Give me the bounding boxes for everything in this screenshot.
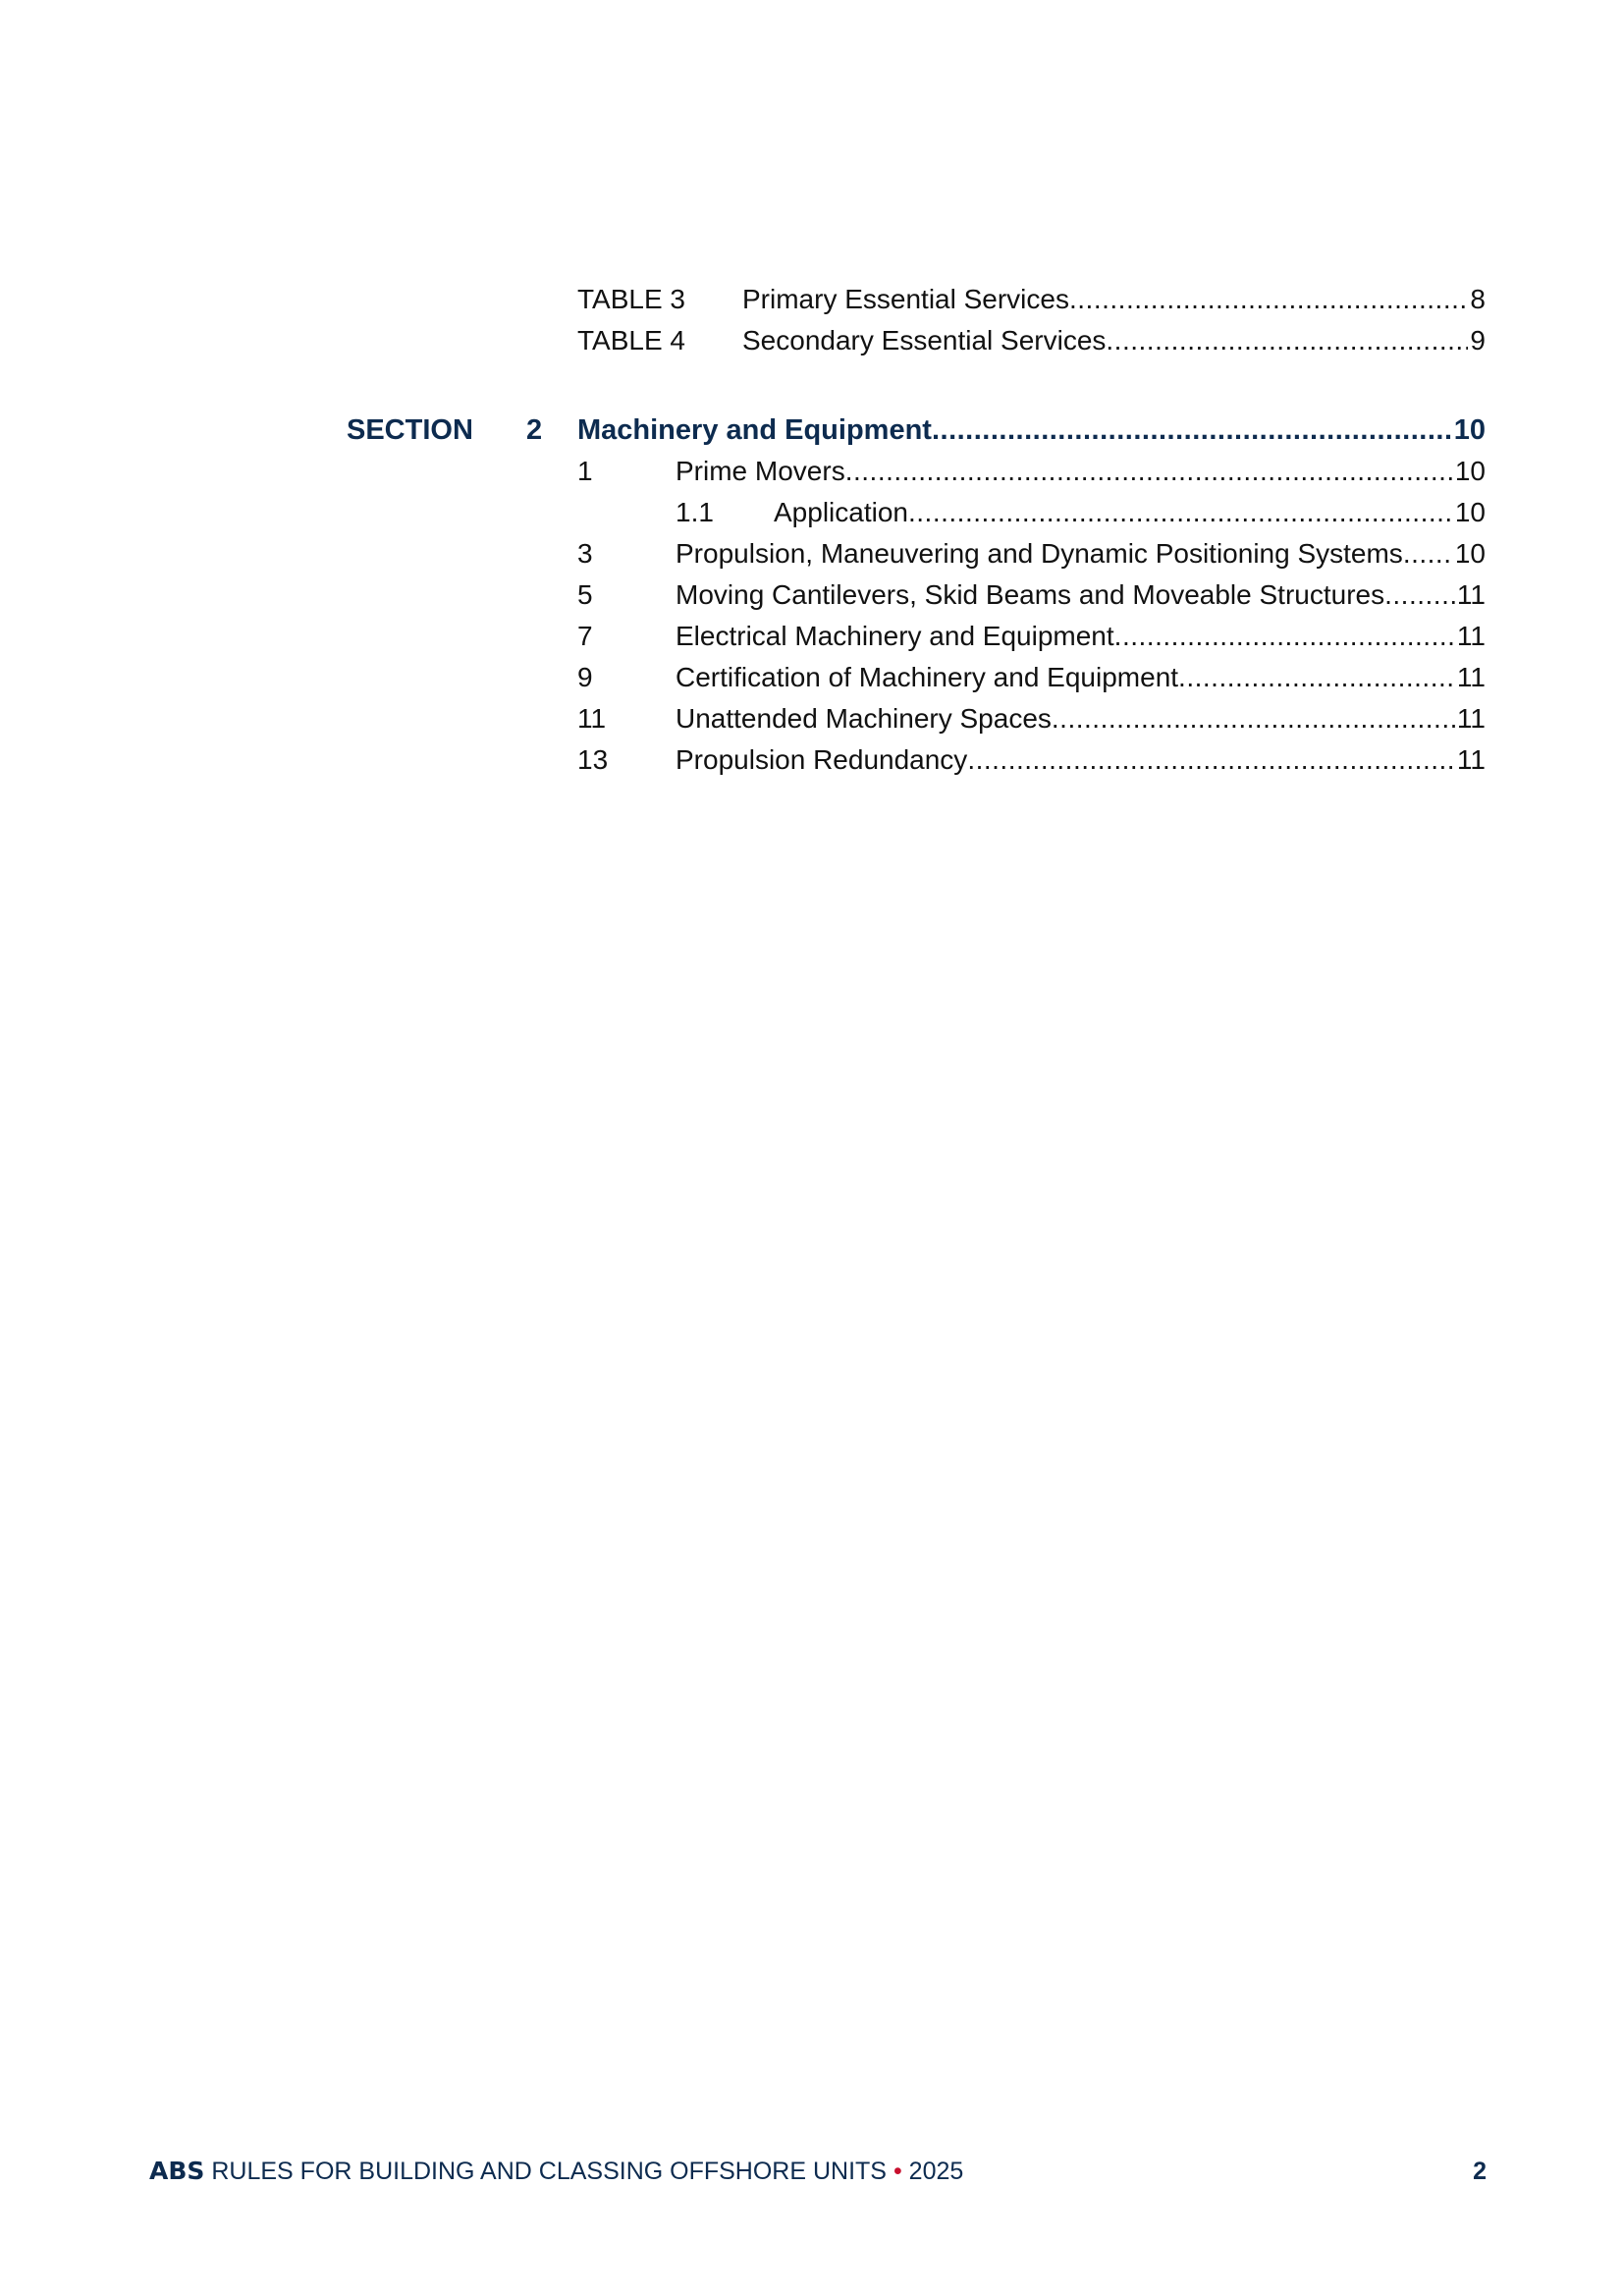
toc-entry-number: 1.1 (676, 497, 714, 527)
toc-entry-title: Propulsion Redundancy (676, 744, 968, 775)
section-title: Machinery and Equipment (577, 414, 932, 446)
footer-title: RULES FOR BUILDING AND CLASSING OFFSHORE UNITS (211, 2158, 887, 2185)
section-label: SECTION (347, 414, 473, 446)
dot-leader (1403, 534, 1453, 574)
toc-page-number: 10 (1454, 497, 1486, 527)
toc-entry[interactable] (676, 699, 1486, 738)
toc-entry-number: 7 (577, 621, 593, 651)
toc-subentry[interactable] (774, 493, 1486, 532)
section-number: 2 (526, 414, 543, 446)
toc-entry-number: 11 (577, 703, 607, 734)
toc-page-number: 11 (1456, 579, 1486, 610)
toc-entry-number: 3 (577, 538, 593, 569)
toc-table-label: TABLE 3 (577, 284, 685, 314)
toc-entry-number: 1 (577, 456, 593, 486)
toc-entry-number: 5 (577, 579, 593, 610)
toc-entry-title: Primary Essential Services (742, 284, 1069, 314)
dot-leader (845, 452, 1453, 491)
toc-entry-title: Unattended Machinery Spaces (676, 703, 1052, 734)
dot-leader (967, 740, 1455, 780)
toc-entry-number: 9 (577, 662, 593, 692)
page-number: 2 (1473, 2158, 1487, 2185)
toc-entry-title: Electrical Machinery and Equipment (676, 621, 1114, 651)
dot-leader (1106, 321, 1468, 360)
toc-entry[interactable] (676, 617, 1486, 656)
toc-entry-title: Prime Movers (676, 456, 845, 486)
toc-page-number: 11 (1456, 703, 1486, 734)
dot-leader (932, 410, 1452, 450)
toc-page-number: 10 (1453, 414, 1486, 446)
toc-entry[interactable] (676, 534, 1486, 574)
toc-entry-title: Secondary Essential Services (742, 325, 1107, 355)
toc-page-number: 10 (1454, 538, 1486, 569)
dot-leader (1069, 280, 1468, 319)
toc-entry[interactable] (676, 740, 1486, 780)
toc-page-number: 8 (1470, 284, 1486, 314)
page-footer (149, 2154, 963, 2189)
dot-leader (1178, 658, 1455, 697)
toc-entry[interactable] (676, 575, 1486, 615)
footer-bullet: • (893, 2158, 902, 2185)
toc-page-number: 9 (1470, 325, 1486, 355)
toc-page-number: 11 (1456, 621, 1486, 651)
footer-year: 2025 (908, 2158, 964, 2185)
toc-entry[interactable] (676, 452, 1486, 491)
toc-entry-number: 13 (577, 744, 609, 775)
toc-page-number: 11 (1456, 744, 1486, 775)
dot-leader (1384, 575, 1455, 615)
toc-page-number: 11 (1456, 662, 1486, 692)
toc-entry-title: Moving Cantilevers, Skid Beams and Moveable Structures (676, 579, 1385, 610)
toc-table-entry[interactable] (742, 280, 1486, 319)
dot-leader (1052, 699, 1455, 738)
toc-entry-title: Propulsion, Maneuvering and Dynamic Positioning Systems (676, 538, 1403, 569)
toc-table-entry[interactable] (742, 321, 1486, 360)
toc-entry-title: Certification of Machinery and Equipment (676, 662, 1179, 692)
toc-entry-title: Application (774, 497, 908, 527)
toc-page-number: 10 (1454, 456, 1486, 486)
dot-leader (1114, 617, 1455, 656)
abs-logo-text: ABS (149, 2157, 205, 2185)
toc-section-heading[interactable] (577, 410, 1486, 450)
toc-entry[interactable] (676, 658, 1486, 697)
toc-table-label: TABLE 4 (577, 325, 685, 355)
dot-leader (908, 493, 1453, 532)
